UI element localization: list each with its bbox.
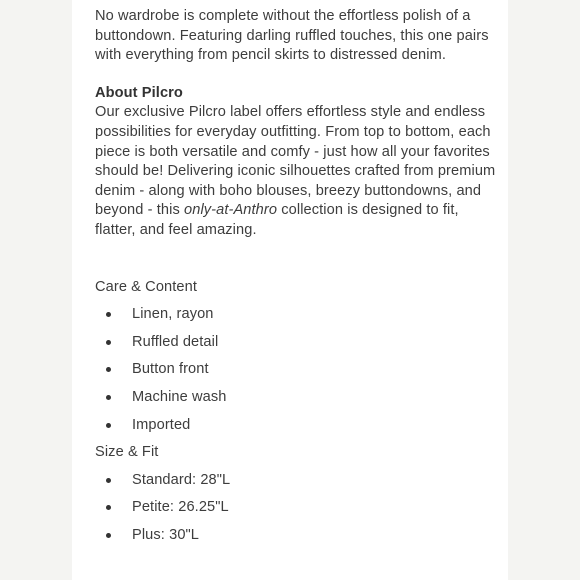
bullet-icon xyxy=(106,423,111,428)
list-item xyxy=(95,416,500,444)
care-list xyxy=(95,305,500,443)
list-item xyxy=(95,388,500,416)
product-description xyxy=(95,7,500,553)
list-item xyxy=(95,526,500,554)
list-item-text: Button front xyxy=(132,361,209,378)
intro-paragraph: No wardrobe is complete without the effortless polish of a buttondown. Featuring darling ruffled touches, this one pairs with everything from pencil skirts to distressed denim. xyxy=(95,8,489,64)
list-item xyxy=(95,498,500,526)
bullet-icon xyxy=(106,533,111,538)
bullet-icon xyxy=(106,505,111,510)
about-text-start: Our exclusive Pilcro label offers effortless style and endless possibilities for everyday outfitting. From top to bottom, each piece is both versatile and comfy - just how all your favorites should be! Delivering iconic silhouettes crafted from premium denim - along with boho blouses, breezy buttondowns, and beyond - this xyxy=(95,104,496,219)
bullet-icon xyxy=(106,367,111,372)
list-item xyxy=(95,471,500,499)
bullet-icon xyxy=(106,395,111,400)
bullet-icon xyxy=(106,340,111,345)
list-item-text: Imported xyxy=(132,416,191,433)
list-item xyxy=(95,360,500,388)
bullet-icon xyxy=(106,478,111,483)
list-item-text: Machine wash xyxy=(132,388,227,405)
size-heading: Size & Fit xyxy=(95,444,159,461)
about-heading: About Pilcro xyxy=(95,84,183,101)
size-list xyxy=(95,471,500,554)
care-heading: Care & Content xyxy=(95,278,197,295)
about-text-end: collection is designed to fit, flatter, and feel amazing. xyxy=(95,202,459,238)
list-item xyxy=(95,333,500,361)
list-item-text: Standard: 28"L xyxy=(132,471,231,488)
bullet-icon xyxy=(106,312,111,317)
list-item-text: Petite: 26.25"L xyxy=(132,499,229,516)
about-paragraph xyxy=(95,103,500,240)
list-item-text: Plus: 30"L xyxy=(132,526,200,543)
list-item-text: Linen, rayon xyxy=(132,306,214,323)
list-item xyxy=(95,305,500,333)
list-item-text: Ruffled detail xyxy=(132,333,219,350)
about-text-emphasis: only-at-Anthro xyxy=(184,202,278,219)
